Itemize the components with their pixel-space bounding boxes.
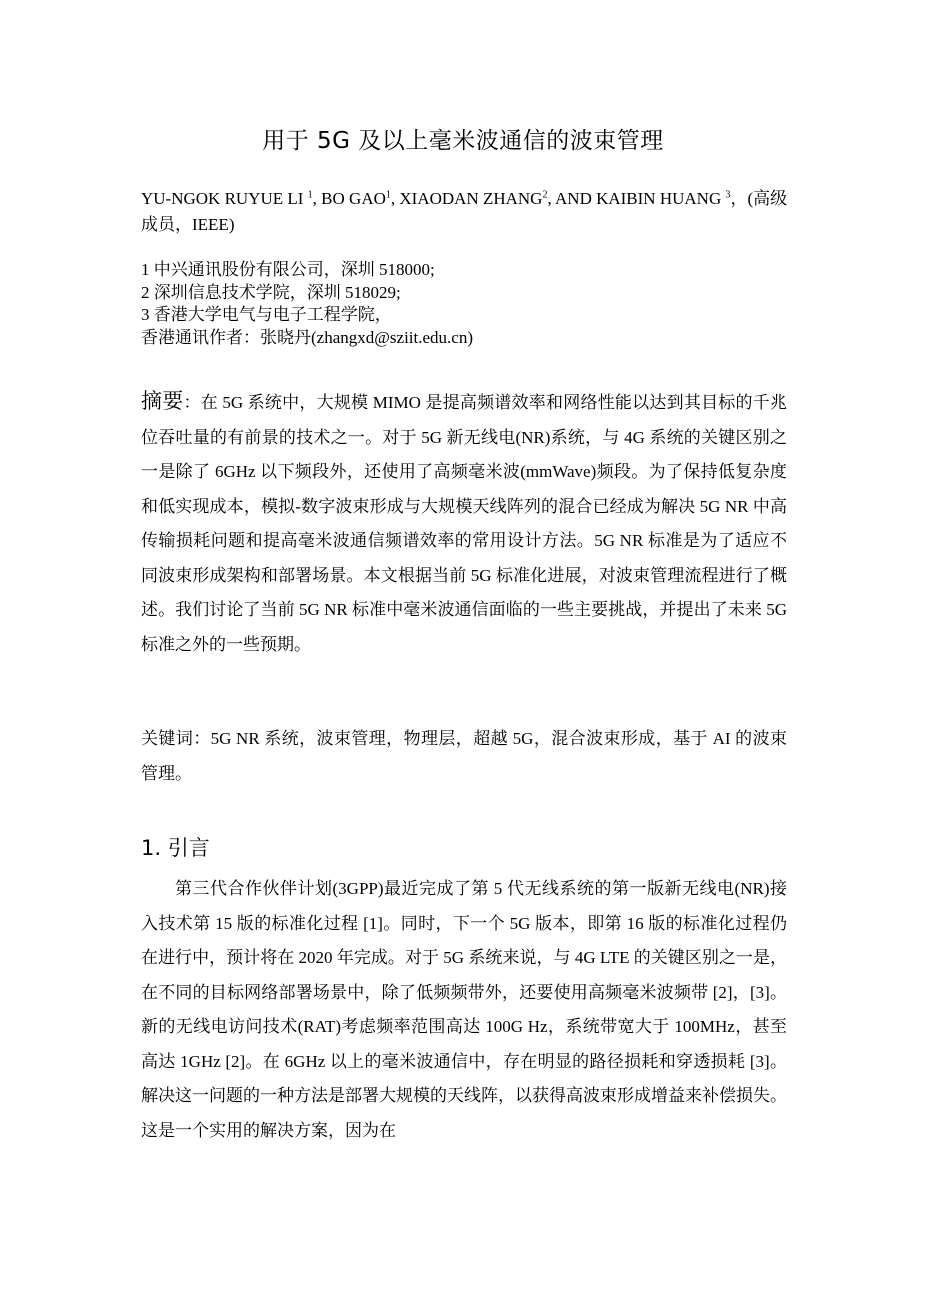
author-list <box>141 186 791 238</box>
paper-title: 用于 5G 及以上毫米波通信的波束管理 <box>262 128 664 154</box>
author-affil-mark: 2 <box>542 189 548 201</box>
author-affil-mark: 1 <box>307 189 313 201</box>
keywords: 关键词：5G NR 系统，波束管理，物理层，超越 5G，混合波束形成，基于 AI 的波束管理。 <box>141 729 787 783</box>
author-affil-mark: 3 <box>725 189 731 201</box>
section-heading-introduction: 1. 引言 <box>141 836 210 860</box>
author-name: , BO GAO <box>312 189 386 208</box>
affiliation-line: 2 深圳信息技术学院，深圳 518029; <box>141 282 401 302</box>
author-name: YU-NGOK RUYUE LI <box>141 189 308 208</box>
author-suffix: ，(高级成员，IEEE) <box>141 189 788 234</box>
abstract <box>141 384 787 662</box>
abstract-text: ：在 5G 系统中，大规模 MIMO 是提高频谱效率和网络性能以达到其目标的千兆位吞吐量的有前景的技术之一。对于 5G 新无线电(NR)系统，与 4G 系统的关键区别之一是除了 6GHz 以下频段外，还使用了高频毫米波(mmWave)频段。为了保持低复杂度和低实现成本，模拟-数字波束形成与大规模天线阵列的混合已经成为解决 5G NR 中高传输损耗问题和提高毫米波通信频谱效率的常用设计方法。5G NR 标准是为了适应不同波束形成架构和部署场景。本文根据当前 5G 标准化进展，对波束管理流程进行了概述。我们讨论了当前 5G NR 标准中毫米波通信面临的一些主要挑战，并提出了未来 5G 标准之外的一些预期。 <box>141 393 788 654</box>
author-name: , XIAODAN ZHANG <box>390 189 543 208</box>
affiliation-list <box>141 259 791 349</box>
author-affil-mark: 1 <box>385 189 391 201</box>
corresponding-author: 香港通讯作者：张晓丹(zhangxd@sziit.edu.cn) <box>141 327 473 347</box>
abstract-heading: 摘要 <box>141 389 184 413</box>
affiliation-line: 3 香港大学电气与电子工程学院， <box>141 305 392 324</box>
introduction-paragraph: 第三代合作伙伴计划(3GPP)最近完成了第 5 代无线系统的第一版新无线电(NR)接入技术第 15 版的标准化过程 [1]。同时，下一个 5G 版本，即第 16 版的标准化过程仍在进行中，预计将在 2020 年完成。对于 5G 系统来说，与 4G LTE 的关键区别之一是，在不同的目标网络部署场景中，除了低频频带外，还要使用高频毫米波频带 [2]，[3]。新的无线电访问技术(RAT)考虑频率范围高达 100G Hz，系统带宽大于 100MHz，甚至高达 1GHz [2]。在 6GHz 以上的毫米波通信中，存在明显的路径损耗和穿透损耗 [3]。解决这一问题的一种方法是部署大规模的天线阵，以获得高波束形成增益来补偿损失。这是一个实用的解决方案，因为在 <box>141 879 787 1140</box>
author-name: , AND KAIBIN HUANG <box>547 189 726 208</box>
affiliation-line: 1 中兴通讯股份有限公司，深圳 518000; <box>141 260 435 279</box>
